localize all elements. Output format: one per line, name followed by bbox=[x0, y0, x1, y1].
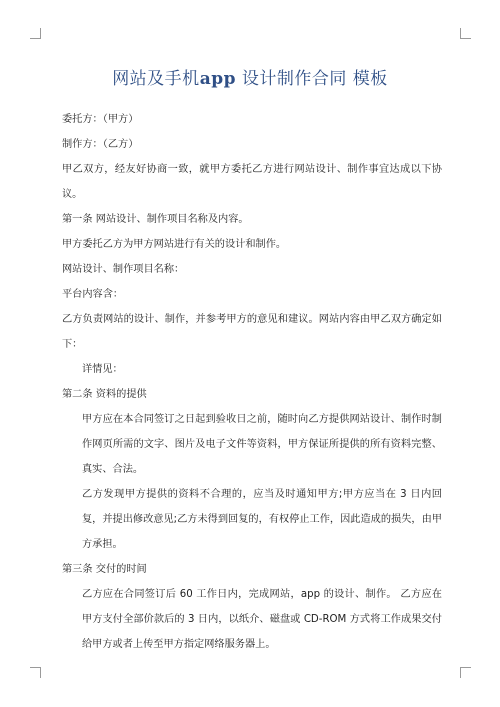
article-2-heading: 第二条 资料的提供 bbox=[62, 389, 147, 400]
crop-mark-top-left bbox=[30, 28, 41, 39]
document-title bbox=[0, 64, 500, 89]
crop-mark-bottom-left bbox=[30, 667, 41, 678]
crop-mark-top-right bbox=[460, 28, 471, 39]
article-3-paragraph: 乙方应在合同签订后 60 工作日内，完成网站，app 的设计、制作。 乙方应在甲方支付全部价款后的 3 日内，以纸介、磁盘或 CD-ROM 方式将工作成果交付给甲方或者上传至甲方指定网络服务器上。 bbox=[82, 589, 442, 650]
title-part-3: 设计制作合同 模板 bbox=[235, 69, 388, 89]
maker-party-line: 制作方：（乙方） bbox=[62, 139, 139, 150]
article-3-heading: 第三条 交付的时间 bbox=[62, 564, 147, 575]
platform-content-line: 平台内容含： bbox=[62, 289, 124, 300]
agreement-intro: 甲乙双方，经友好协商一致，就甲方委托乙方进行网站设计、制作事宜达成以下协议。 bbox=[62, 164, 442, 200]
title-part-1: 网站及手机 bbox=[112, 69, 200, 89]
article-2-paragraph-2: 乙方发现甲方提供的资料不合理的，应当及时通知甲方;甲方应当在 3 日内回复，并提出修改意见;乙方未得到回复的，有权停止工作，因此造成的损失，由甲方承担。 bbox=[82, 489, 442, 550]
article-2-paragraph-1: 甲方应在本合同签订之日起到验收日之前，随时向乙方提供网站设计、制作时制作网页所需的文字、图片及电子文件等资料，甲方保证所提供的所有资料完整、真实、合法。 bbox=[82, 414, 442, 475]
project-name-line: 网站设计、制作项目名称： bbox=[62, 264, 185, 275]
client-party-line: 委托方：（甲方） bbox=[62, 114, 139, 125]
document-body bbox=[62, 107, 442, 657]
details-line: 详情见： bbox=[82, 364, 123, 375]
crop-mark-bottom-right bbox=[460, 667, 471, 678]
article-1-heading: 第一条 网站设计、制作项目名称及内容。 bbox=[62, 214, 249, 225]
article-1-text: 甲方委托乙方为甲方网站进行有关的设计和制作。 bbox=[62, 239, 287, 250]
content-confirm-paragraph: 乙方负责网站的设计、制作，并参考甲方的意见和建议。网站内容由甲乙双方确定如下： bbox=[62, 314, 442, 350]
title-part-2: app bbox=[199, 69, 236, 89]
